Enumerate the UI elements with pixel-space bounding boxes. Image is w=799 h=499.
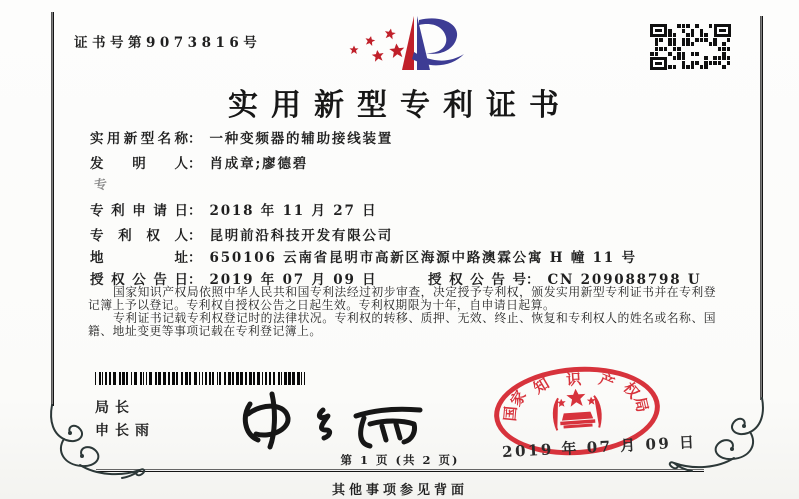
field-label: 授权公告号 bbox=[428, 272, 526, 288]
field-utility-model-name bbox=[90, 127, 393, 147]
frame-right-line bbox=[760, 16, 763, 400]
field-colon: ： bbox=[188, 131, 202, 147]
seal-char: 国 bbox=[500, 405, 521, 422]
field-colon: ： bbox=[188, 272, 202, 288]
field-label: 发明人 bbox=[90, 156, 188, 172]
frame-left-line bbox=[51, 12, 54, 406]
field-colon: ： bbox=[188, 228, 202, 244]
field-value: CN 209088798 U bbox=[547, 272, 702, 288]
legal-text bbox=[88, 286, 716, 338]
field-value: 2019 年 07 月 09 日 bbox=[209, 272, 378, 288]
seal-char: 产 bbox=[596, 370, 618, 393]
field-value: 昆明前沿科技开发有限公司 bbox=[209, 228, 394, 244]
certificate-title: 实用新型专利证书 bbox=[228, 88, 572, 123]
barcode-icon bbox=[95, 372, 310, 385]
field-inventors bbox=[90, 152, 308, 172]
field-filing-date bbox=[90, 199, 377, 219]
seal-char: 知 bbox=[530, 374, 553, 398]
director-name: 申长雨 bbox=[95, 423, 155, 439]
legal-paragraph-2: 专利证书记载专利权登记时的法律状况。专利权的转移、质押、无效、终止、恢复和专利权人的姓名或名称、国籍、地址变更等事项记载在专利登记簿上。 bbox=[88, 311, 716, 338]
field-label: 专利权人 bbox=[90, 228, 188, 244]
field-label: 地址 bbox=[90, 250, 188, 266]
qr-code-icon bbox=[650, 24, 731, 70]
field-colon: ： bbox=[188, 203, 202, 219]
cnipa-logo-icon bbox=[340, 10, 470, 76]
field-colon: ： bbox=[188, 250, 202, 266]
field-patentee bbox=[90, 224, 393, 244]
field-value: 肖成章;廖德碧 bbox=[209, 156, 309, 172]
footer-note: 其他事项参见背面 bbox=[331, 483, 468, 498]
seal-char: 局 bbox=[630, 395, 652, 414]
field-address bbox=[90, 246, 637, 266]
field-value: 650106 云南省昆明市高新区海源中路澳霖公寓 H 幢 11 号 bbox=[209, 250, 637, 266]
seal-char: 识 bbox=[565, 370, 582, 390]
national-emblem-icon bbox=[549, 387, 606, 437]
grant-date-stamp: 2019 年 07 月 09 日 bbox=[501, 432, 697, 462]
director-block bbox=[95, 397, 155, 443]
field-colon: ： bbox=[526, 272, 540, 288]
seal-char: 家 bbox=[506, 387, 530, 410]
page-indicator: 第 1 页 (共 2 页) bbox=[340, 453, 460, 467]
legal-paragraph-1: 国家知识产权局依照中华人民共和国专利法经过初步审查，决定授予专利权，颁发实用新型专利证书并在专利登记簿上予以登记。专利权自授权公告之日起生效。专利权期限为十年，自申请日起算。 bbox=[88, 285, 716, 312]
field-colon: ： bbox=[188, 156, 202, 172]
field-label: 授权公告日 bbox=[90, 272, 188, 288]
field-value: 一种变频器的辅助接线装置 bbox=[209, 131, 394, 147]
seal-char: 权 bbox=[619, 378, 644, 402]
field-label: 专利申请日 bbox=[90, 203, 188, 219]
field-label: 实用新型名称 bbox=[90, 131, 188, 147]
print-artifact-char: 专 bbox=[93, 177, 109, 194]
field-value: 2018 年 11 月 27 日 bbox=[209, 203, 378, 219]
director-signature-icon bbox=[228, 390, 436, 450]
director-title: 局长 bbox=[95, 400, 135, 416]
frame-bottom-line bbox=[96, 469, 704, 472]
certificate-number: 证书号第9073816号 bbox=[74, 35, 262, 51]
